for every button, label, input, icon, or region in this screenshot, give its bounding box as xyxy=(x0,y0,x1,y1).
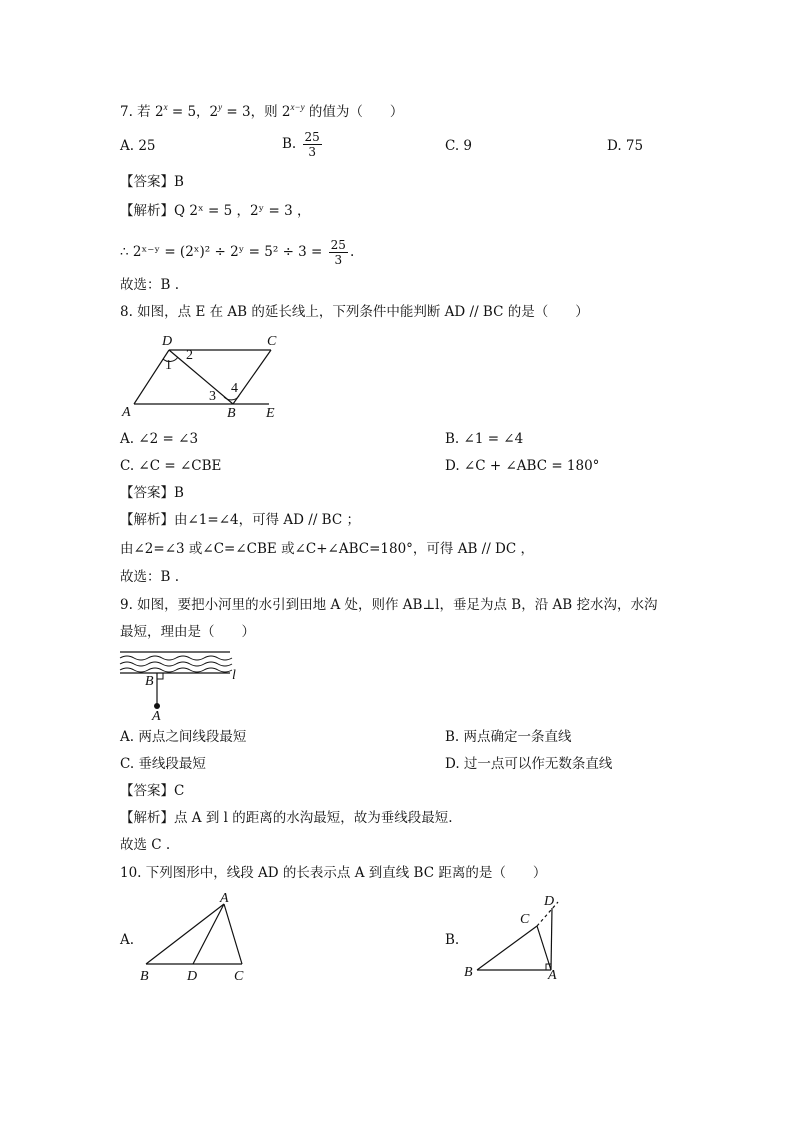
q9-option-d: D. 过一点可以作无数条直线 xyxy=(445,756,613,772)
q10b-label-c: C xyxy=(520,912,530,927)
q10a-label-c: C xyxy=(234,969,244,984)
q8-angle-3: 3 xyxy=(209,389,216,404)
q9-answer: 【答案】C xyxy=(120,783,185,799)
q9-analysis: 【解析】点 A 到 l 的距离的水沟最短，故为垂线段最短. xyxy=(120,810,453,826)
q10b-segment-ca xyxy=(537,926,551,970)
q10a-label-d: D xyxy=(187,969,198,984)
q10-option-b: B. xyxy=(445,932,460,948)
q8-parallelogram-figure xyxy=(118,330,288,420)
q10b-side-bc xyxy=(477,926,537,970)
q7-answer: 【答案】B xyxy=(120,174,184,190)
q9-stem-line1: 9. 如图，要把小河里的水引到田地 A 处，则作 AB⊥l，垂足为点 B，沿 AB 挖水沟，水沟 xyxy=(120,597,658,613)
q10a-side-ac xyxy=(224,904,242,964)
q9-wave-2 xyxy=(120,662,232,666)
q7-analysis-fraction: $\frac{25}{3}$ xyxy=(330,238,346,267)
q9-option-b: B. 两点确定一条直线 xyxy=(445,729,572,745)
q10b-segment-ad xyxy=(551,908,552,970)
q9-label-l: l xyxy=(232,668,236,683)
q10-figure-b xyxy=(460,890,580,985)
q10b-label-a: A xyxy=(548,968,557,983)
q8-option-c: C. ∠C = ∠CBE xyxy=(120,458,222,474)
q8-diagonal-db xyxy=(169,350,233,404)
q9-option-c: C. 垂线段最短 xyxy=(120,756,206,772)
q10-figure-a xyxy=(138,890,278,985)
q8-label-a: A xyxy=(122,405,131,420)
q10b-label-b: B xyxy=(464,965,473,980)
q8-analysis-line2: 由∠2=∠3 或∠C=∠CBE 或∠C+∠ABC=180°，可得 AB // DC ， xyxy=(120,541,534,557)
q8-label-d: D xyxy=(162,334,173,349)
q7-analysis-line1: 【解析】Q 2ˣ = 5 ，2ʸ = 3 ， xyxy=(120,203,311,219)
q8-stem: 8. 如图，点 E 在 AB 的延长线上，下列条件中能判断 AD // BC 的是（ ） xyxy=(120,304,589,320)
q8-label-c: C xyxy=(267,334,277,349)
q8-option-d: D. ∠C + ∠ABC = 180° xyxy=(445,458,600,474)
q8-label-b: B xyxy=(227,406,236,421)
q8-analysis-line1: 【解析】由∠1=∠4，可得 AD // BC ； xyxy=(120,512,360,528)
q8-angle-4: 4 xyxy=(231,381,238,396)
q9-wave-1 xyxy=(120,656,232,660)
q7-option-c: C. 9 xyxy=(445,138,473,154)
q7-analysis-line2: ∴ 2ˣ⁻ʸ = (2ˣ)² ÷ 2ʸ = 5² ÷ 3 = $\frac{25}{3}$ . xyxy=(120,238,355,267)
q9-right-angle-mark xyxy=(157,673,163,679)
q8-option-a: A. ∠2 = ∠3 xyxy=(120,431,199,447)
q8-option-b: B. ∠1 = ∠4 xyxy=(445,431,524,447)
q8-answer: 【答案】B xyxy=(120,485,184,501)
q7-option-b: B. $\frac{25}{3}$ xyxy=(282,130,320,159)
q7-option-a: A. 25 xyxy=(120,138,156,154)
q10a-segment-ad xyxy=(193,904,224,964)
q9-stem-line2: 最短，理由是（ ） xyxy=(120,624,255,640)
q7-option-b-fraction: $\frac{25}{3}$ xyxy=(304,130,320,159)
q9-choose: 故选 C . xyxy=(120,837,171,853)
q8-angle-1: 1 xyxy=(165,358,172,373)
q9-option-a: A. 两点之间线段最短 xyxy=(120,729,247,745)
q10a-side-ba xyxy=(146,904,224,964)
q10b-label-d: D xyxy=(544,894,555,909)
q10-stem: 10. 下列图形中，线段 AD 的长表示点 A 到直线 BC 距离的是（ ） xyxy=(120,865,547,881)
q8-angle-2: 2 xyxy=(186,348,193,363)
q7-choose: 故选：B . xyxy=(120,277,180,293)
q9-river-figure xyxy=(118,648,258,723)
q8-label-e: E xyxy=(266,406,275,421)
q9-wave-3 xyxy=(120,668,232,672)
q9-label-a: A xyxy=(152,709,161,724)
q9-label-b: B xyxy=(145,674,154,689)
q8-side-ad xyxy=(134,350,169,404)
q7-stem: 7. 若 $2^x = 5$，$2^y = 3$，则 $2^{x-y}$ 的值为（ ） xyxy=(120,102,404,120)
q8-choose: 故选：B . xyxy=(120,569,180,585)
q10a-label-b: B xyxy=(140,969,149,984)
q10a-label-a: A xyxy=(220,891,229,906)
q7-option-d: D. 75 xyxy=(607,138,644,154)
q10-option-a: A. xyxy=(120,932,135,948)
